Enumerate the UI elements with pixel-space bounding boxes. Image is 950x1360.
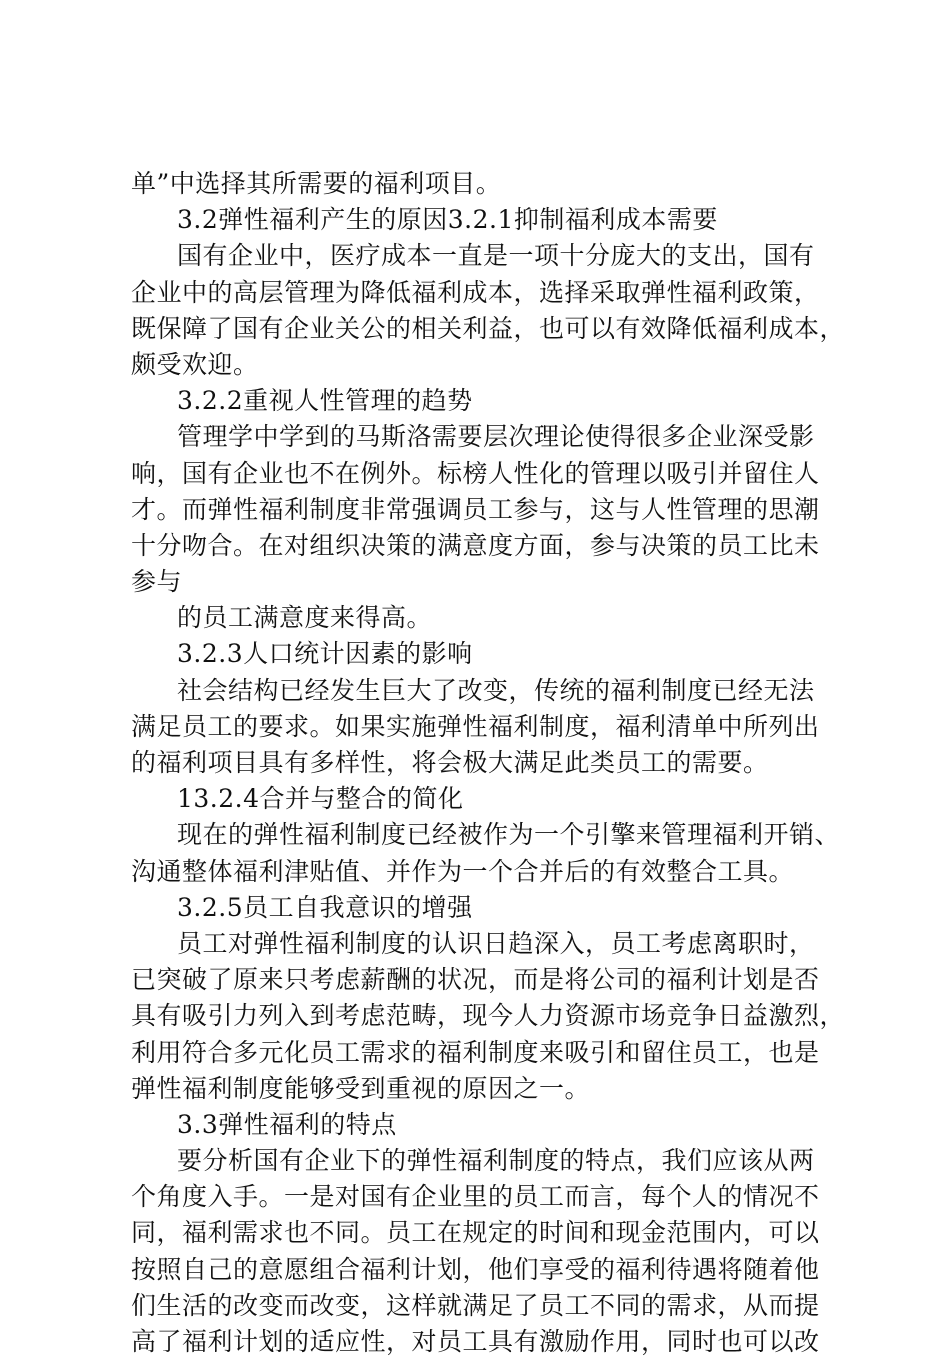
text-line: 响，国有企业也不在例外。标榜人性化的管理以吸引并留住人 <box>131 458 820 488</box>
text-line: 管理学中学到的马斯洛需要层次理论使得很多企业深受影 <box>177 422 815 452</box>
text-line: 同，福利需求也不同。员工在规定的时间和现金范围内，可以 <box>131 1218 820 1248</box>
text-line: 13.2.4合并与整合的简化 <box>177 784 464 814</box>
text-line: 们生活的改变而改变，这样就满足了员工不同的需求，从而提 <box>131 1290 820 1320</box>
text-line: 既保障了国有企业关公的相关利益，也可以有效降低福利成本， <box>131 313 846 343</box>
text-line: 现在的弹性福利制度已经被作为一个引擎来管理福利开销、 <box>177 820 841 850</box>
text-line: 要分析国有企业下的弹性福利制度的特点，我们应该从两 <box>177 1146 815 1176</box>
text-line: 3.2弹性福利产生的原因3.2.1抑制福利成本需要 <box>177 205 718 235</box>
document-body <box>131 166 846 1360</box>
text-line: 3.2.2重视人性管理的趋势 <box>177 386 473 416</box>
text-line: 利用符合多元化员工需求的福利制度来吸引和留住员工，也是 <box>131 1037 820 1067</box>
text-line: 才。而弹性福利制度非常强调员工参与，这与人性管理的思潮 <box>131 494 820 524</box>
text-line: 单”中选择其所需要的福利项目。 <box>131 169 502 198</box>
text-line: 的福利项目具有多样性，将会极大满足此类员工的需要。 <box>131 748 769 777</box>
text-line: 参与 <box>131 567 183 597</box>
text-line: 颇受欢迎。 <box>131 349 259 379</box>
text-line: 按照自己的意愿组合福利计划，他们享受的福利待遇将随着他 <box>131 1254 820 1284</box>
text-line: 社会结构已经发生巨大了改变，传统的福利制度已经无法 <box>177 675 815 705</box>
text-line: 员工对弹性福利制度的认识日趋深入，员工考虑离职时， <box>177 928 815 958</box>
text-line: 的员工满意度来得高。 <box>177 603 433 633</box>
text-line: 3.2.3人口统计因素的影响 <box>177 639 473 669</box>
text-line: 满足员工的要求。如果实施弹性福利制度，福利清单中所列出 <box>131 711 820 741</box>
text-line: 十分吻合。在对组织决策的满意度方面，参与决策的员工比未 <box>131 530 820 560</box>
text-line: 已突破了原来只考虑薪酬的状况，而是将公司的福利计划是否 <box>131 965 820 995</box>
text-line: 高了福利计划的适应性，对员工具有激励作用，同时也可以改 <box>131 1327 820 1356</box>
text-line: 3.2.5员工自我意识的增强 <box>177 892 473 922</box>
text-line: 个角度入手。一是对国有企业里的员工而言，每个人的情况不 <box>131 1182 820 1212</box>
text-line: 3.3弹性福利的特点 <box>177 1109 397 1139</box>
text-line: 弹性福利制度能够受到重视的原因之一。 <box>131 1073 591 1103</box>
text-line: 沟通整体福利津贴值、并作为一个合并后的有效整合工具。 <box>131 856 795 886</box>
text-line: 国有企业中，医疗成本一直是一项十分庞大的支出，国有 <box>177 241 815 271</box>
text-line: 具有吸引力列入到考虑范畴，现今人力资源市场竞争日益激烈， <box>131 1001 846 1031</box>
text-line: 企业中的高层管理为降低福利成本，选择采取弹性福利政策， <box>131 277 820 307</box>
